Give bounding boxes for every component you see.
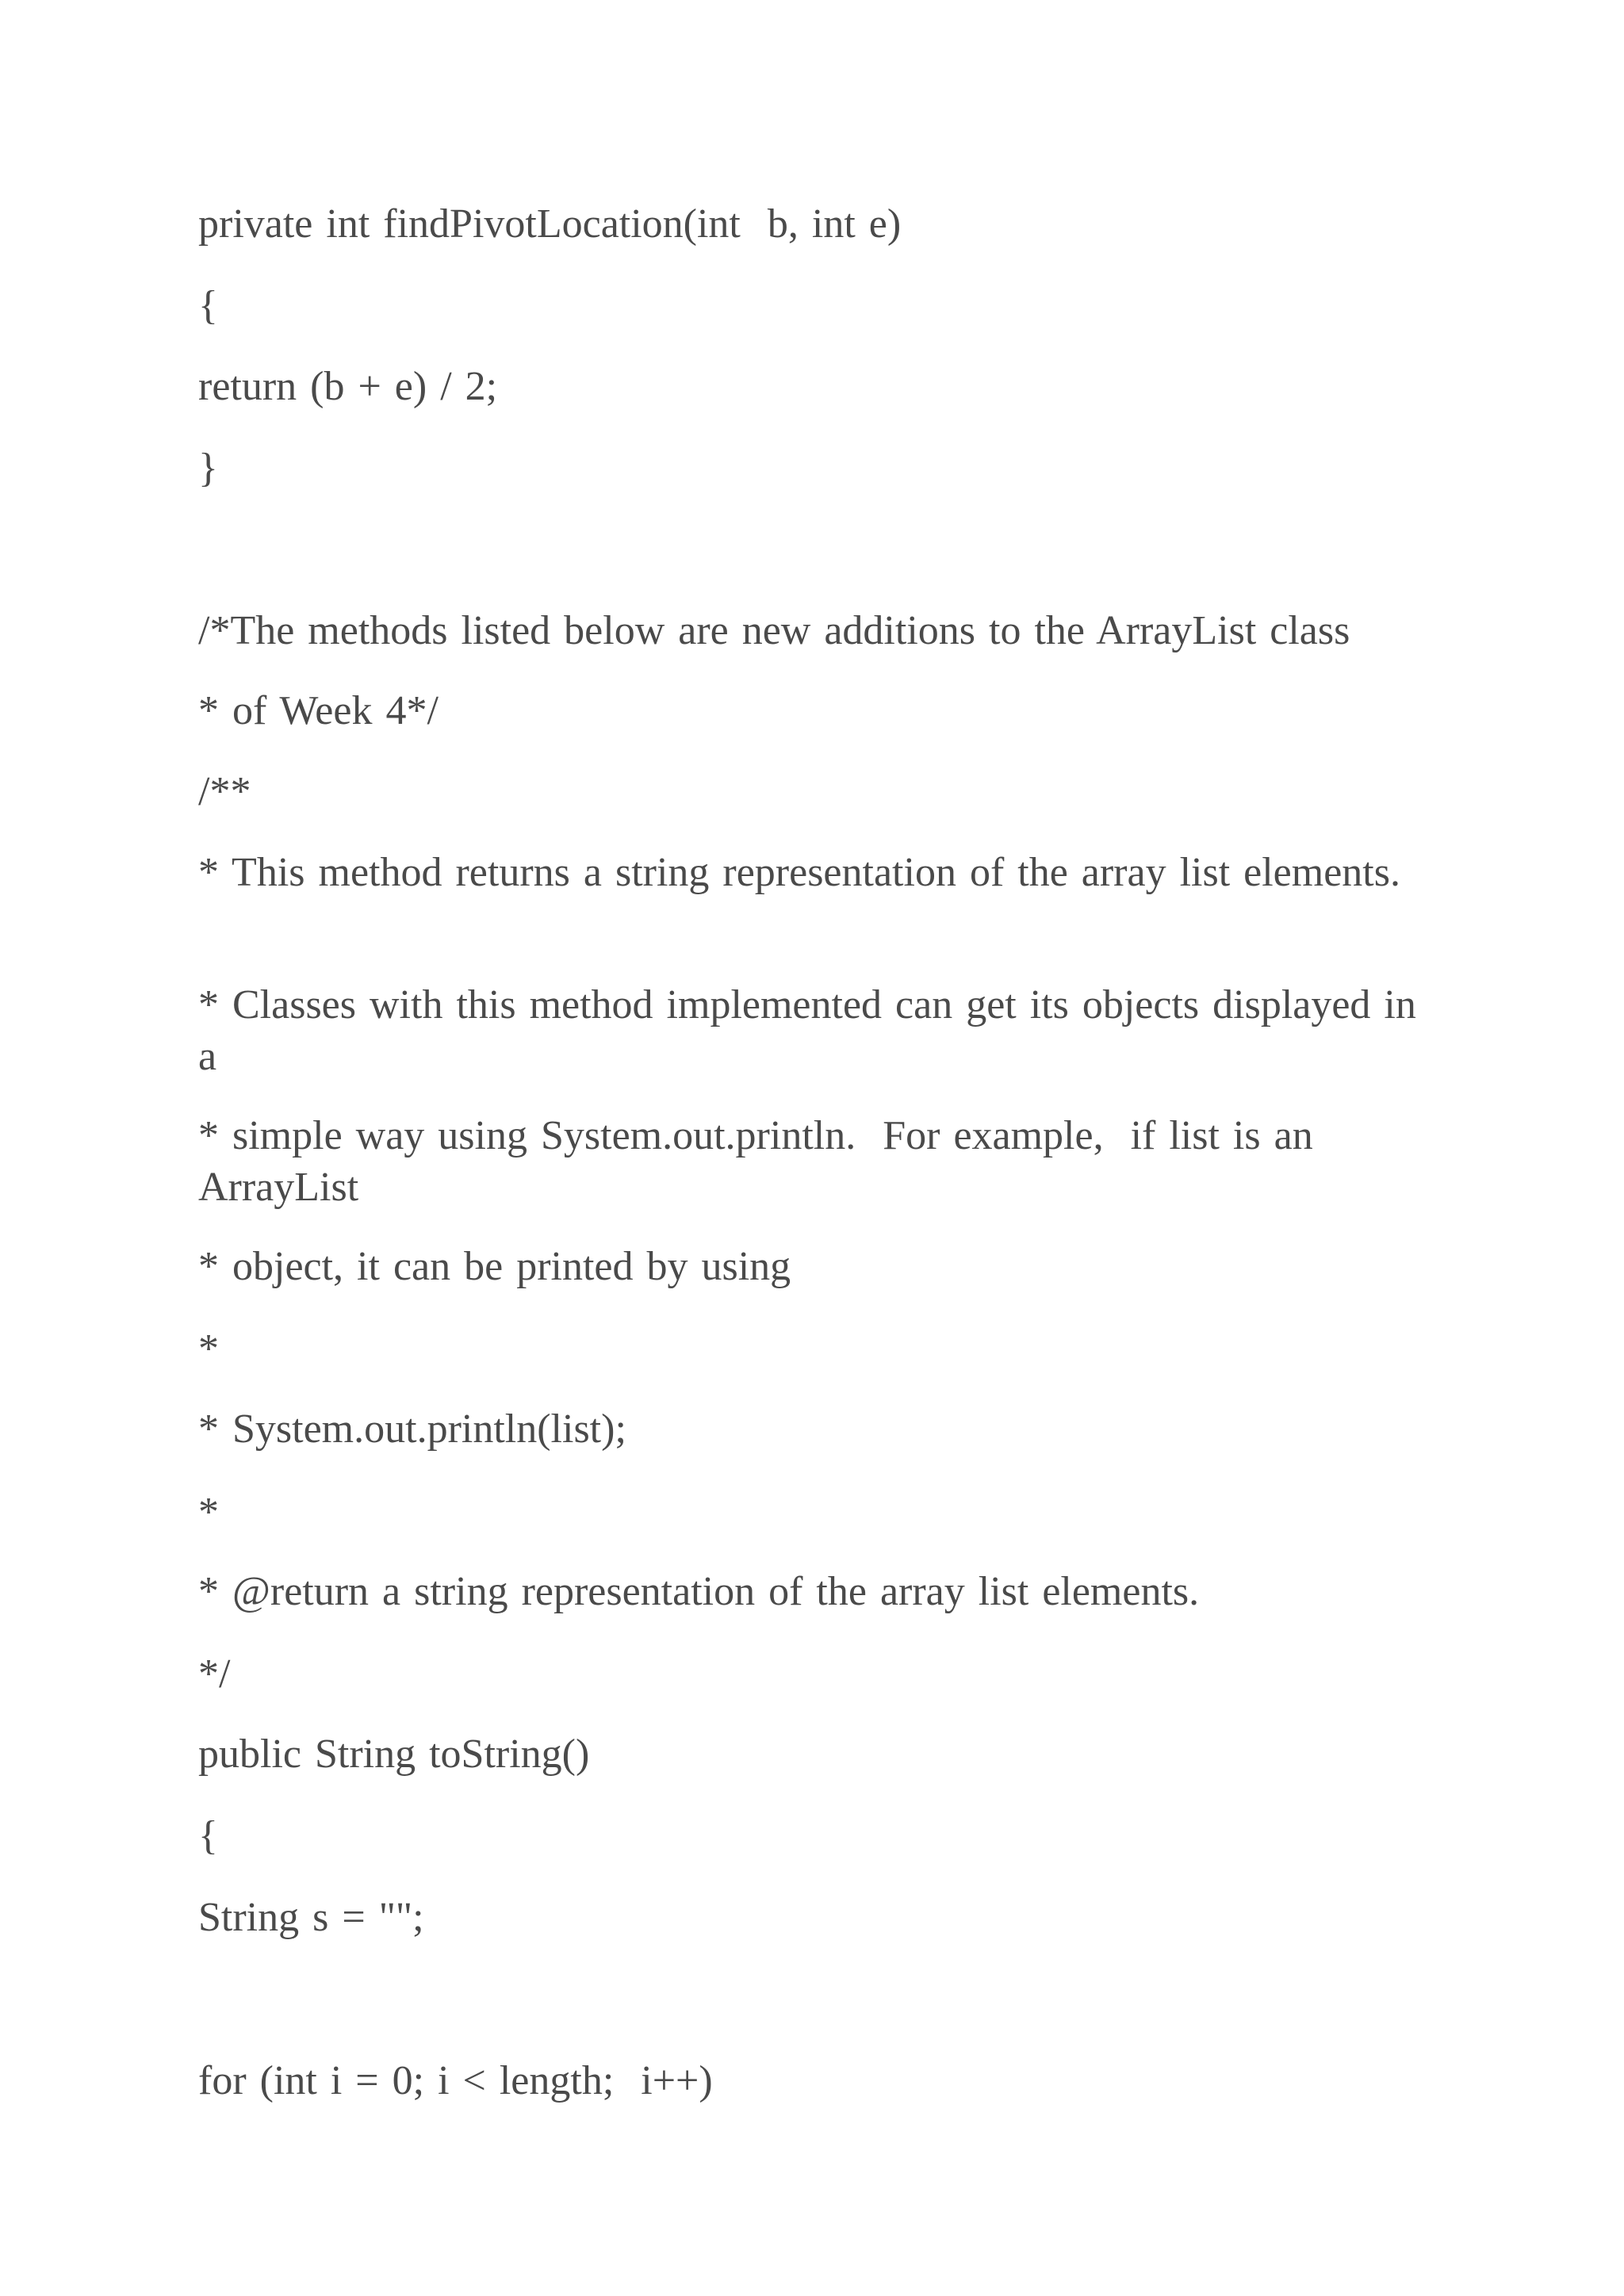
javadoc-line-classes: * Classes with this method implemented can get its objects displayed in a <box>198 982 1430 1079</box>
comment-line-week: * of Week 4*/ <box>198 688 439 733</box>
javadoc-line-simple-way: * simple way using System.out.println. For example, if list is an ArrayList <box>198 1113 1324 1210</box>
code-line-return: return (b + e) / 2; <box>198 364 498 409</box>
code-line-open-brace: { <box>198 283 218 328</box>
comment-line-intro: /*The methods listed below are new additions to the ArrayList class <box>198 608 1350 653</box>
javadoc-line-object: * object, it can be printed by using <box>198 1244 791 1289</box>
javadoc-line-blank-2: * <box>198 1490 219 1535</box>
code-line-tostring-signature: public String toString() <box>198 1732 590 1777</box>
code-line-method-signature: private int findPivotLocation(int b, int e) <box>198 201 902 247</box>
code-line-string-declaration: String s = ""; <box>198 1895 424 1940</box>
javadoc-open: /** <box>198 769 251 814</box>
javadoc-close: */ <box>198 1651 231 1697</box>
javadoc-line-example: * System.out.println(list); <box>198 1406 626 1452</box>
javadoc-line-blank-1: * <box>198 1326 219 1372</box>
code-line-close-brace: } <box>198 446 218 491</box>
javadoc-line-return-tag: * @return a string representation of the array list elements. <box>198 1569 1200 1614</box>
javadoc-line-description: * This method returns a string representation of the array list elements. <box>198 850 1400 895</box>
code-line-for-loop: for (int i = 0; i < length; i++) <box>198 2058 713 2103</box>
code-line-tostring-open-brace: { <box>198 1813 218 1858</box>
